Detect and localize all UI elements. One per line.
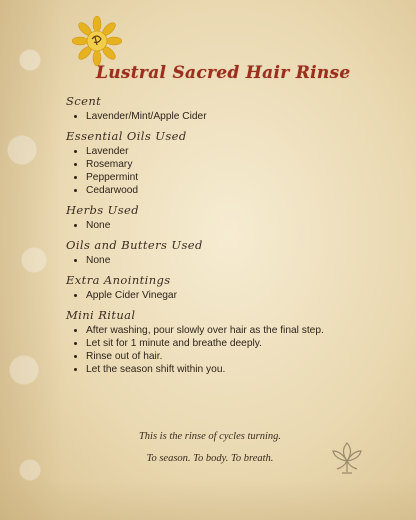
list-item: • Let the season shift within you. [86,363,396,376]
section-heading: Oils and Butters Used [66,238,203,252]
bottom-lace [0,480,416,520]
section-scent [66,94,396,123]
section-extra-anointings [66,273,396,302]
list-item: • Cedarwood [86,184,396,197]
list-item: • None [86,254,396,267]
list-item: • Peppermint [86,171,396,184]
section-heading: Scent [66,94,102,108]
sunflower-icon [72,16,122,66]
list-item: • After washing, pour slowly over hair as the final step. [86,324,396,337]
closing-line-1: This is the rinse of cycles turning. [138,431,282,442]
section-heading: Mini Ritual [66,308,136,322]
list-item: • Rosemary [86,158,396,171]
list-item: • Lavender [86,145,396,158]
section-oils-butters [66,238,396,267]
section-herbs [66,203,396,232]
list-item: • Apple Cider Vinegar [86,289,396,302]
section-essential-oils [66,129,396,197]
page-title: Lustral Sacred Hair Rinse [96,63,351,83]
lace-border [0,0,64,520]
lotus-icon [330,440,364,476]
list-item: • Let sit for 1 minute and breathe deeply. [86,337,396,350]
list-item: • Lavender/Mint/Apple Cider [86,110,396,123]
closing-line-2: To season. To body. To breath. [146,453,274,464]
section-heading: Essential Oils Used [66,129,187,143]
recipe-content [66,94,396,382]
list-item: • Rinse out of hair. [86,350,396,363]
section-mini-ritual [66,308,396,376]
section-heading: Herbs Used [66,203,140,217]
section-heading: Extra Anointings [66,273,171,287]
list-item: • None [86,219,396,232]
